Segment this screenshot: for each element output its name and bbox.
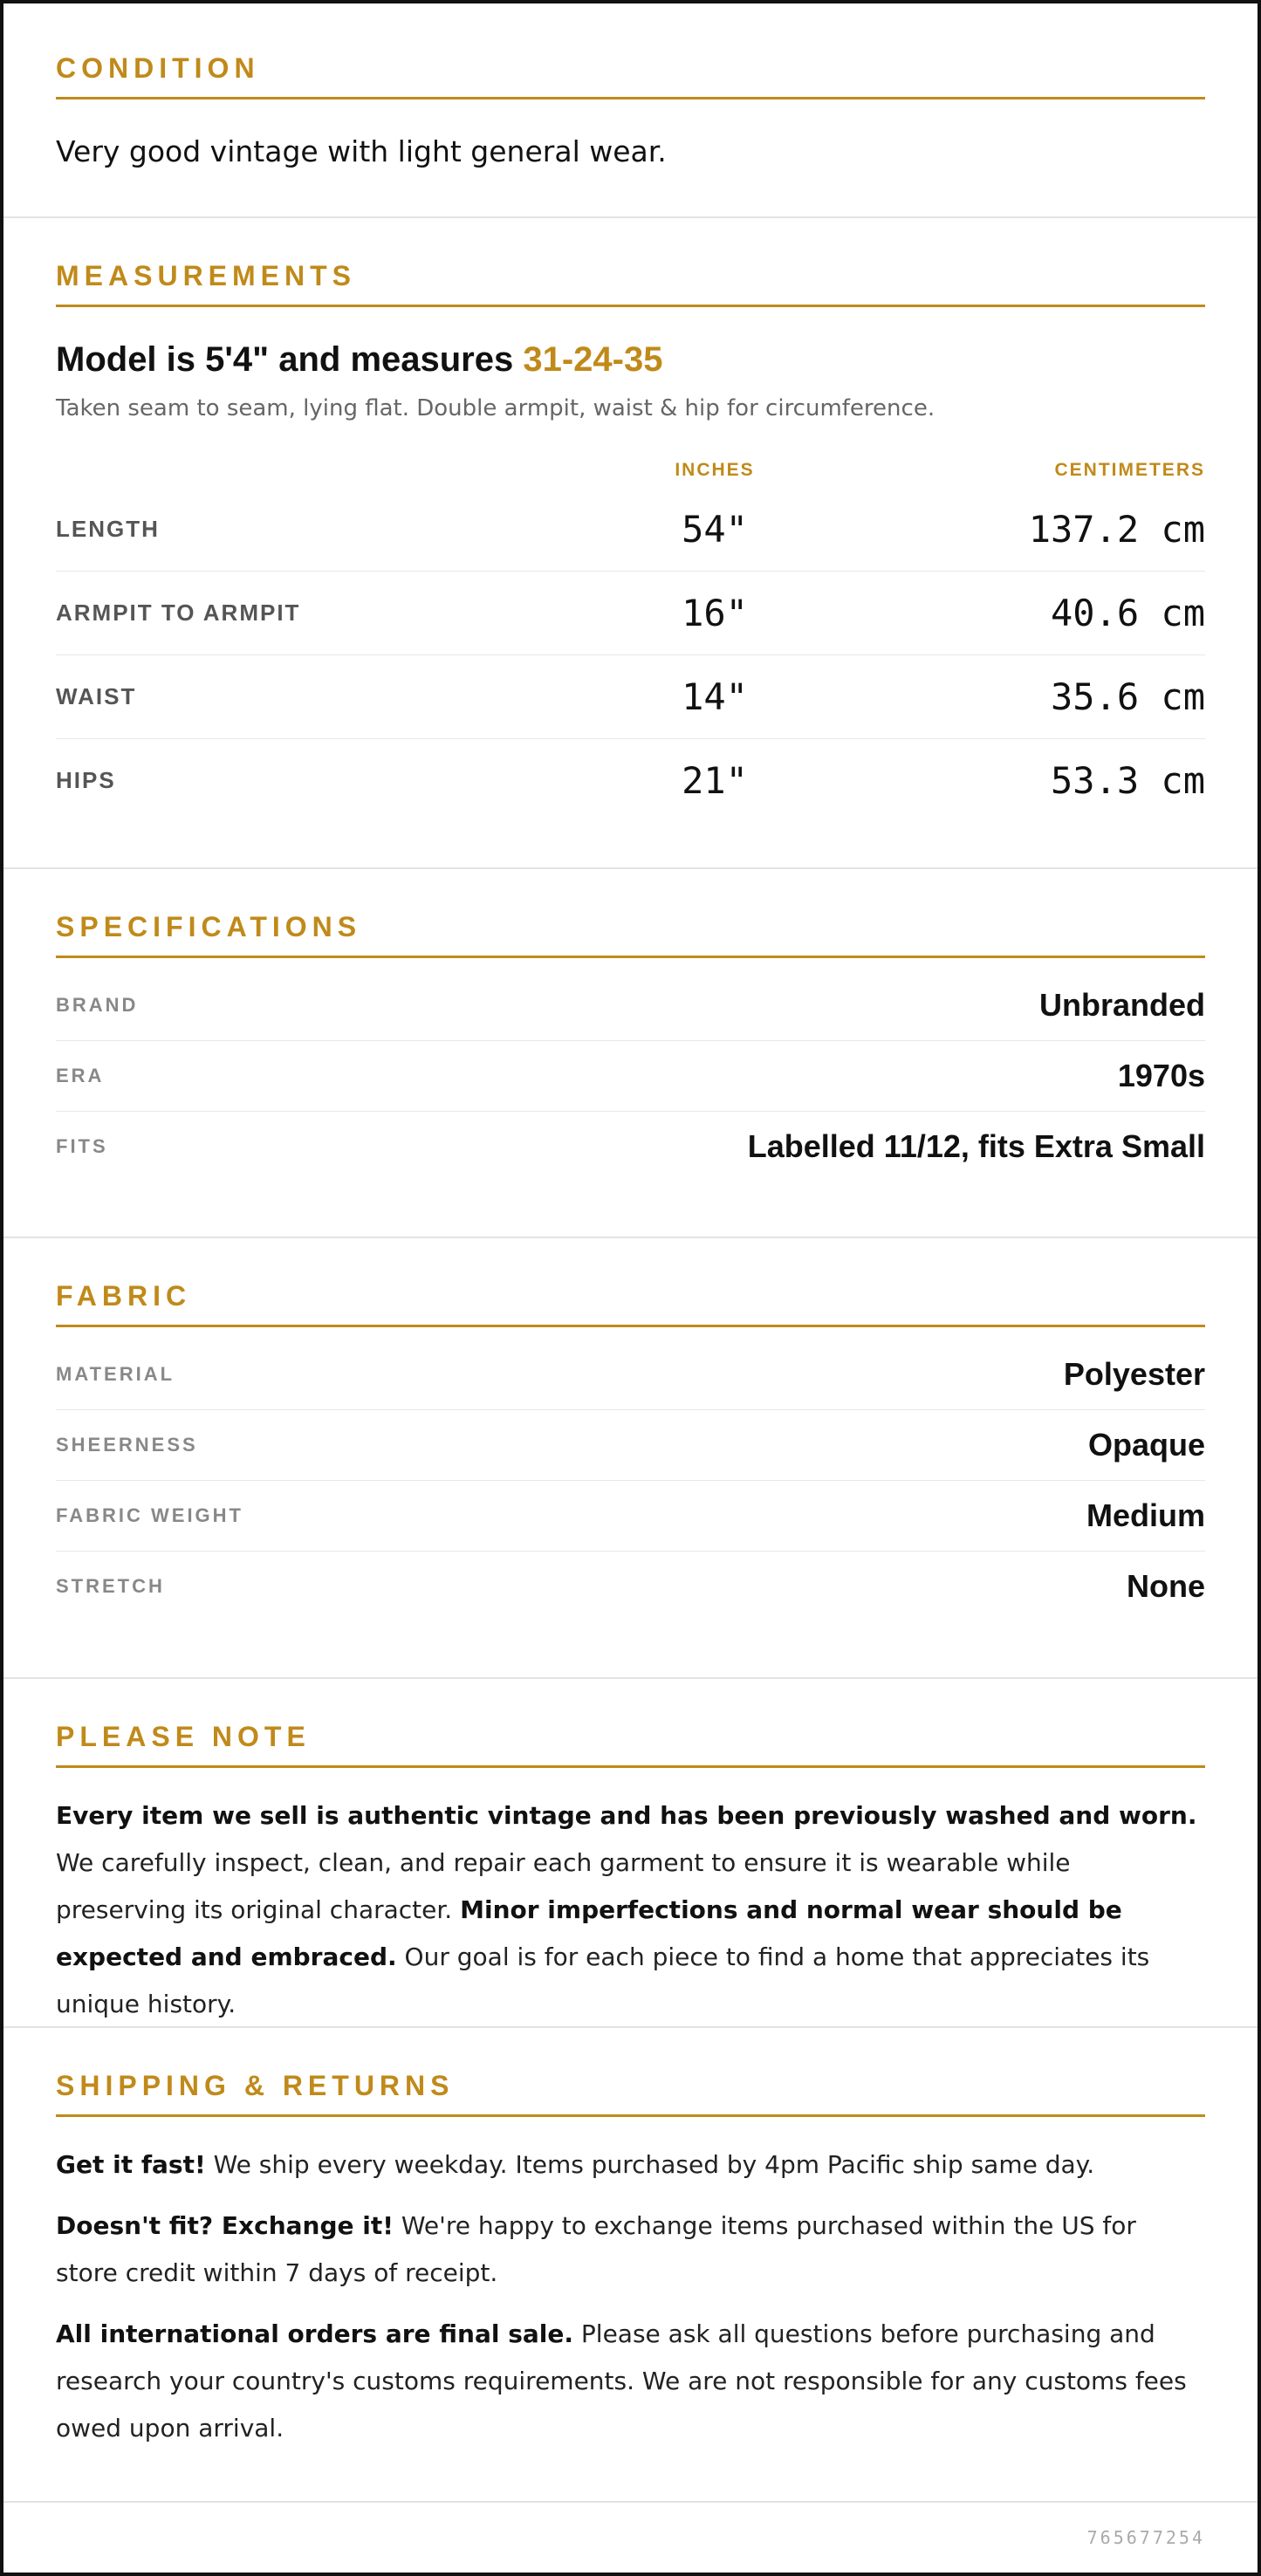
spec-value: Unbranded — [1038, 987, 1205, 1023]
inches-column-header: INCHES — [675, 460, 755, 480]
condition-text: Very good vintage with light general wear. — [56, 134, 667, 168]
measurements-heading: MEASUREMENTS — [56, 260, 1205, 307]
measurement-label: LENGTH — [56, 516, 160, 542]
measurement-cm: 137.2 cm — [1028, 508, 1205, 551]
spec-value: 1970s — [1117, 1058, 1205, 1093]
model-measurements — [56, 340, 1205, 380]
fabric-label: SHEERNESS — [56, 1434, 198, 1456]
list-item — [56, 1410, 1205, 1481]
shipping-text-1: We ship every weekday. Items purchased by 4pm Pacific ship same day. — [205, 2150, 1095, 2179]
please-note-text-1: We carefully inspect, clean, and repair each garment to ensure it is wearable while preserving its original character. — [56, 1848, 1071, 1924]
spec-label: ERA — [56, 1065, 105, 1086]
table-row — [56, 739, 1205, 822]
fabric-list — [56, 1339, 1205, 1621]
fabric-section — [3, 1238, 1258, 1679]
measurement-inches: 21" — [682, 759, 748, 802]
condition-section — [3, 3, 1258, 218]
condition-heading: CONDITION — [56, 52, 1205, 99]
list-item — [56, 1481, 1205, 1552]
please-note-bold-2: Minor imperfections and normal wear should be expected and embraced. — [56, 1895, 1122, 1971]
model-measurements-value: 31-24-35 — [523, 340, 663, 379]
measurements-table — [56, 488, 1205, 822]
shipping-paragraph-1 — [56, 2141, 1205, 2189]
please-note-section — [3, 1679, 1258, 2028]
measurement-label: ARMPIT TO ARMPIT — [56, 599, 301, 626]
list-item — [56, 1339, 1205, 1410]
measurement-label: WAIST — [56, 683, 137, 709]
table-row — [56, 655, 1205, 739]
measurement-label: HIPS — [56, 767, 116, 793]
product-id: 765677254 — [1086, 2527, 1205, 2548]
shipping-bold-1: Get it fast! — [56, 2150, 206, 2179]
centimeters-column-header: CENTIMETERS — [1054, 460, 1205, 480]
shipping-text-2: We're happy to exchange items purchased within the US for store credit within 7 days of receipt. — [56, 2211, 1136, 2287]
measurement-cm: 40.6 cm — [1050, 592, 1205, 634]
fabric-label: FABRIC WEIGHT — [56, 1504, 243, 1526]
fabric-value: Medium — [1086, 1497, 1205, 1533]
list-item — [56, 970, 1205, 1041]
list-item — [56, 1041, 1205, 1112]
shipping-paragraph-2 — [56, 2203, 1205, 2297]
spec-value: Labelled 11/12, fits Extra Small — [747, 1128, 1205, 1164]
specifications-section — [3, 869, 1258, 1238]
fabric-value: None — [1127, 1568, 1205, 1604]
measurement-inches: 16" — [682, 592, 748, 634]
please-note-bold-1: Every item we sell is authentic vintage and has been previously washed and worn. — [56, 1801, 1197, 1830]
measurement-cm: 35.6 cm — [1050, 675, 1205, 718]
spec-label: BRAND — [56, 994, 139, 1016]
measurements-section — [3, 218, 1258, 869]
measurements-note: Taken seam to seam, lying flat. Double armpit, waist & hip for circumference. — [56, 395, 935, 421]
shipping-returns-heading: SHIPPING & RETURNS — [56, 2070, 1205, 2117]
spec-label: FITS — [56, 1135, 108, 1157]
fabric-label: MATERIAL — [56, 1363, 175, 1385]
measurement-inches: 54" — [682, 508, 748, 551]
measurement-cm: 53.3 cm — [1050, 759, 1205, 802]
please-note-heading: PLEASE NOTE — [56, 1721, 1205, 1768]
list-item — [56, 1112, 1205, 1182]
measurement-inches: 14" — [682, 675, 748, 718]
fabric-value: Polyester — [1063, 1356, 1205, 1392]
model-measurements-prefix: Model is 5'4" and measures — [56, 340, 524, 379]
specifications-heading: SPECIFICATIONS — [56, 911, 1205, 958]
table-row — [56, 572, 1205, 655]
fabric-label: STRETCH — [56, 1575, 165, 1597]
fabric-heading: FABRIC — [56, 1280, 1205, 1327]
measurements-table-header — [56, 453, 1205, 488]
shipping-paragraph-3 — [56, 2311, 1205, 2452]
specifications-list — [56, 970, 1205, 1182]
fabric-value: Opaque — [1087, 1427, 1205, 1463]
shipping-text-3: Please ask all questions before purchasing and research your country's customs requirements. We are not responsible for any customs fees owed upon arrival. — [56, 2319, 1187, 2442]
please-note-text — [56, 1792, 1205, 2028]
shipping-bold-2: Doesn't fit? Exchange it! — [56, 2211, 394, 2240]
table-row — [56, 488, 1205, 572]
shipping-bold-3: All international orders are final sale. — [56, 2319, 574, 2348]
list-item — [56, 1552, 1205, 1621]
shipping-returns-section — [3, 2028, 1258, 2503]
please-note-text-2: Our goal is for each piece to find a home that appreciates its unique history. — [56, 1942, 1150, 2018]
